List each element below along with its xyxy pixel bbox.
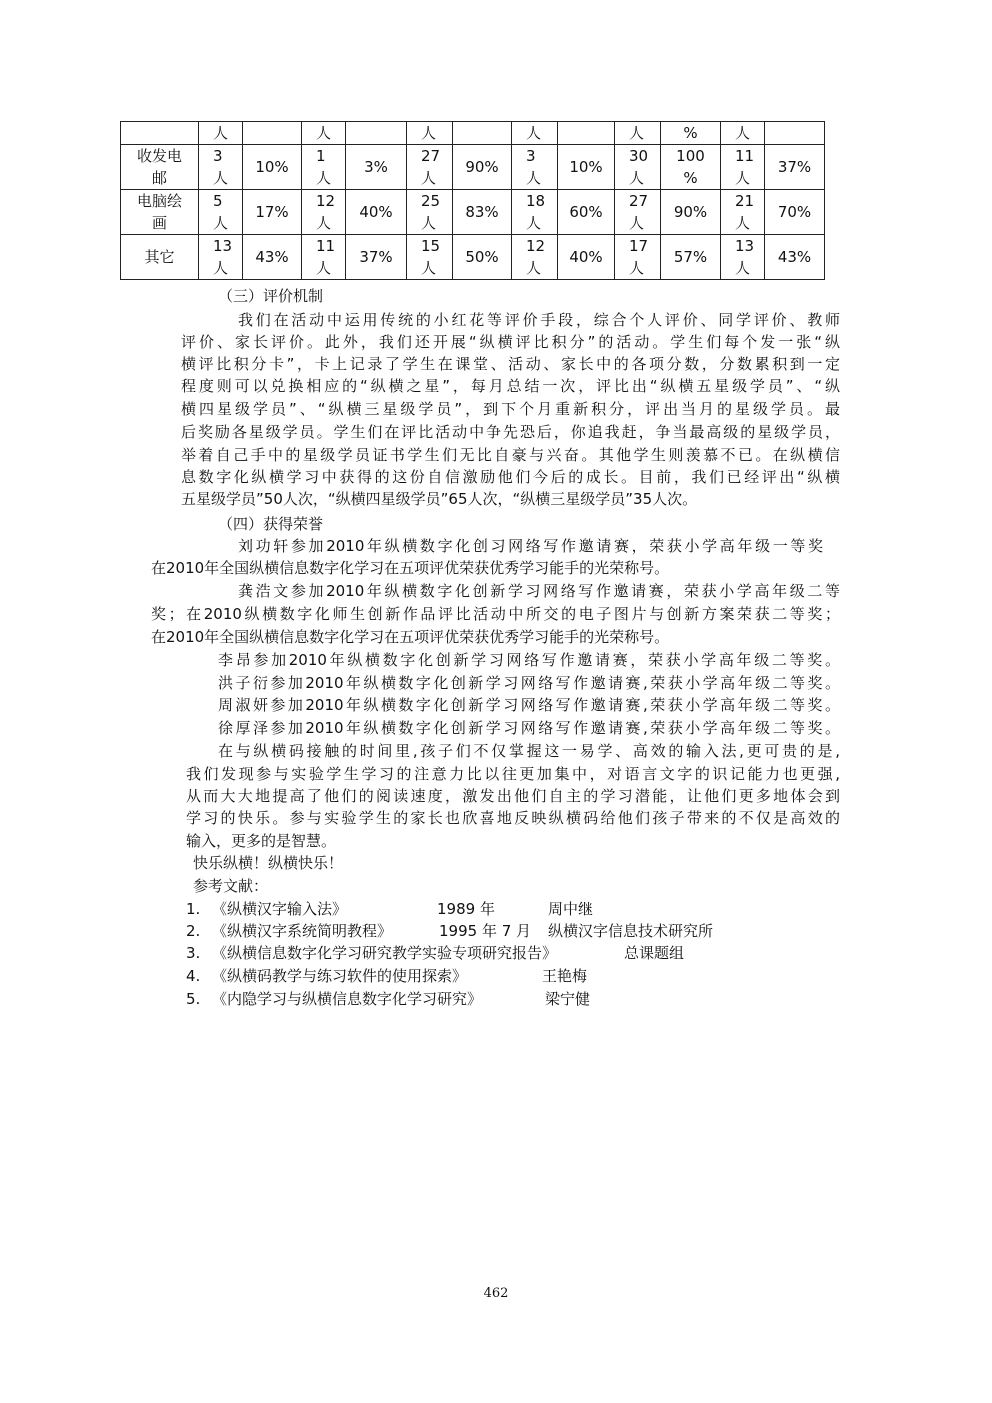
text-line: 刘功轩参加2010年纵横数字化创习网络写作邀请赛，荣获小学高年级一等奖 bbox=[238, 537, 823, 555]
table-cell: 83% bbox=[453, 190, 512, 235]
table-row bbox=[121, 235, 825, 280]
table-cell: 18 人 bbox=[512, 190, 558, 235]
table-row bbox=[121, 190, 825, 235]
table-cell: 15 人 bbox=[407, 235, 453, 280]
text-line: 横评比积分卡”，卡上记录了学生在课堂、活动、家长中的各项分数，分数累积到一定 bbox=[181, 355, 840, 373]
text-line: 息数字化纵横学习中获得的这份自信激励他们今后的成长。目前，我们已经评出“纵横 bbox=[181, 468, 840, 486]
text-line: 后奖励各星级学员。学生们在评比活动中争先恐后，你追我赶，争当最高级的星级学员， bbox=[181, 423, 840, 441]
table-cell: 13 人 bbox=[721, 235, 765, 280]
table-cell bbox=[558, 122, 615, 145]
text-line: 周淑妍参加2010年纵横数字化创新学习网络写作邀请赛,荣获小学高年级二等奖。 bbox=[218, 696, 840, 714]
reference-year: 1995 年 7 月 bbox=[439, 922, 532, 940]
table-cell bbox=[243, 122, 302, 145]
table-cell: 100 % bbox=[661, 145, 721, 190]
reference-title: 《纵横码教学与练习软件的使用探索》 bbox=[212, 967, 468, 985]
table-cell: 人 bbox=[199, 122, 243, 145]
table-cell: 90% bbox=[661, 190, 721, 235]
table-cell: 17 人 bbox=[615, 235, 661, 280]
table-cell: 11 人 bbox=[721, 145, 765, 190]
table-row-label: 其它 bbox=[121, 235, 199, 280]
table-row bbox=[121, 145, 825, 190]
section-4-heading: （四）获得荣誉 bbox=[218, 515, 324, 533]
reference-author: 纵横汉字信息技术研究所 bbox=[548, 922, 714, 940]
text-line: 我们在活动中运用传统的小红花等评价手段，综合个人评价、同学评价、教师 bbox=[238, 311, 840, 329]
table-cell: 40% bbox=[346, 190, 407, 235]
text-line: 洪子衍参加2010年纵横数字化创新学习网络写作邀请赛,荣获小学高年级二等奖。 bbox=[218, 674, 840, 692]
text-line: 从而大大地提高了他们的阅读速度，激发出他们自主的学习潜能，让他们更多地体会到 bbox=[186, 787, 840, 805]
table-cell: 30 人 bbox=[615, 145, 661, 190]
table-row-label: 收发电 邮 bbox=[121, 145, 199, 190]
table-cell: 人 bbox=[512, 122, 558, 145]
table-cell: 40% bbox=[558, 235, 615, 280]
text-line: 评价、家长评价。此外，我们还开展“纵横评比积分”的活动。学生们每个发一张“纵 bbox=[181, 333, 840, 351]
section-3-heading: （三）评价机制 bbox=[218, 287, 324, 305]
table-row-label: 电脑绘 画 bbox=[121, 190, 199, 235]
text-line: 学习的快乐。参与实验学生的家长也欣喜地反映纵横码给他们孩子带来的不仅是高效的 bbox=[186, 809, 840, 827]
text-line: 在与纵横码接触的时间里,孩子们不仅掌握这一易学、高效的输入法,更可贵的是, bbox=[218, 742, 840, 760]
table-cell: 人 bbox=[302, 122, 346, 145]
table-row bbox=[121, 122, 825, 145]
text-line: 在2010年全国纵横信息数字化学习在五项评优荣获优秀学习能手的光荣称号。 bbox=[151, 559, 670, 577]
table-cell: 10% bbox=[243, 145, 302, 190]
table-cell: 57% bbox=[661, 235, 721, 280]
text-line: 举着自己手中的星级学员证书学生们无比自豪与兴奋。其他学生则羡慕不已。在纵横信 bbox=[181, 446, 840, 464]
reference-author: 总课题组 bbox=[624, 944, 685, 962]
text-line: 程度则可以兑换相应的“纵横之星”，每月总结一次，评比出“纵横五星级学员”、“纵 bbox=[181, 377, 840, 395]
table-cell: 50% bbox=[453, 235, 512, 280]
text-line: 我们发现参与实验学生学习的注意力比以往更加集中，对语言文字的识记能力也更强, bbox=[186, 765, 840, 783]
table-cell: 43% bbox=[765, 235, 825, 280]
table-cell: 27 人 bbox=[615, 190, 661, 235]
table-row-label bbox=[121, 122, 199, 145]
reference-title: 《纵横汉字输入法》 bbox=[212, 900, 348, 918]
text-line: 输入，更多的是智慧。 bbox=[186, 832, 337, 850]
table-cell: 人 bbox=[615, 122, 661, 145]
table-cell: 人 bbox=[407, 122, 453, 145]
reference-author: 王艳梅 bbox=[542, 967, 588, 985]
table-cell: 人 bbox=[721, 122, 765, 145]
reference-year: 1989 年 bbox=[437, 900, 495, 918]
table-cell: 12 人 bbox=[302, 190, 346, 235]
table-cell: 12 人 bbox=[512, 235, 558, 280]
table-cell: 17% bbox=[243, 190, 302, 235]
table-cell: 70% bbox=[765, 190, 825, 235]
text-line: 在2010年全国纵横信息数字化学习在五项评优荣获优秀学习能手的光荣称号。 bbox=[151, 628, 670, 646]
reference-title: 《纵横汉字系统简明教程》 bbox=[212, 922, 393, 940]
references-heading: 参考文献： bbox=[193, 877, 269, 895]
table-cell: 10% bbox=[558, 145, 615, 190]
reference-title: 《纵横信息数字化学习研究教学实验专项研究报告》 bbox=[212, 944, 558, 962]
table-cell bbox=[453, 122, 512, 145]
table-cell: 1 人 bbox=[302, 145, 346, 190]
reference-num: 3. bbox=[186, 944, 201, 962]
table-cell: 27 人 bbox=[407, 145, 453, 190]
text-line: 龚浩文参加2010年纵横数字化创新学习网络写作邀请赛，荣获小学高年级二等 bbox=[238, 582, 840, 600]
table-cell: 60% bbox=[558, 190, 615, 235]
reference-author: 周中继 bbox=[548, 900, 594, 918]
reference-num: 2. bbox=[186, 922, 201, 940]
table-cell: 13 人 bbox=[199, 235, 243, 280]
table-cell: 11 人 bbox=[302, 235, 346, 280]
text-line: 横四星级学员”、“纵横三星级学员”，到下个月重新积分，评出当月的星级学员。最 bbox=[181, 400, 840, 418]
table-cell: 3 人 bbox=[512, 145, 558, 190]
table-cell bbox=[765, 122, 825, 145]
reference-num: 4. bbox=[186, 967, 201, 985]
table-cell: 5 人 bbox=[199, 190, 243, 235]
table-cell: 21 人 bbox=[721, 190, 765, 235]
reference-author: 梁宁健 bbox=[545, 990, 591, 1008]
table-cell: 90% bbox=[453, 145, 512, 190]
reference-num: 5. bbox=[186, 990, 201, 1008]
text-line: 徐厚泽参加2010年纵横数字化创新学习网络写作邀请赛,荣获小学高年级二等奖。 bbox=[218, 719, 840, 737]
table-cell: 37% bbox=[765, 145, 825, 190]
table-cell bbox=[346, 122, 407, 145]
text-line: 奖；在2010纵横数字化师生创新作品评比活动中所交的电子图片与创新方案荣获二等奖； bbox=[151, 605, 840, 623]
table-cell: 3% bbox=[346, 145, 407, 190]
table-cell: % bbox=[661, 122, 721, 145]
page-number: 462 bbox=[483, 1286, 509, 1301]
text-line: 李昂参加2010年纵横数字化创新学习网络写作邀请赛，荣获小学高年级二等奖。 bbox=[218, 651, 840, 669]
reference-num: 1. bbox=[186, 900, 201, 918]
table-cell: 25 人 bbox=[407, 190, 453, 235]
slogan: 快乐纵横！纵横快乐！ bbox=[193, 854, 344, 872]
statistics-table bbox=[120, 121, 825, 280]
text-line: 五星级学员”50人次，“纵横四星级学员”65人次，“纵横三星级学员”35人次。 bbox=[181, 490, 698, 508]
table-cell: 3 人 bbox=[199, 145, 243, 190]
table-cell: 43% bbox=[243, 235, 302, 280]
reference-title: 《内隐学习与纵横信息数字化学习研究》 bbox=[212, 990, 483, 1008]
table-cell: 37% bbox=[346, 235, 407, 280]
